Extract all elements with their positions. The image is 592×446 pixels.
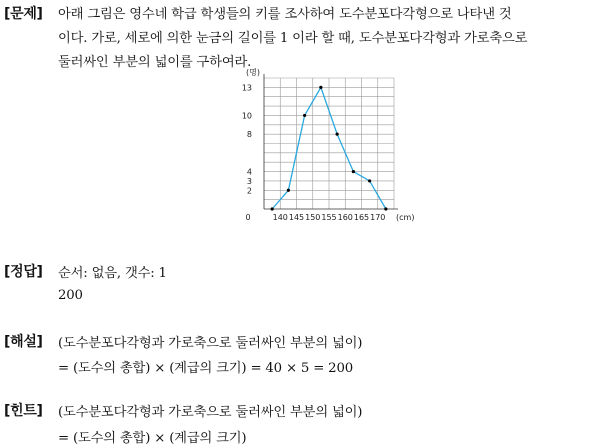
problem-line-3: 둘러싸인 부분의 넓이를 구하여라. bbox=[58, 55, 252, 70]
y-tick-label: 8 bbox=[246, 130, 252, 140]
data-point bbox=[319, 86, 322, 89]
data-point bbox=[336, 133, 339, 136]
origin-label: 0 bbox=[245, 213, 251, 222]
problem-label: [문제] bbox=[4, 6, 43, 22]
x-unit-label: (cm) bbox=[396, 213, 415, 222]
x-tick-label: 140 bbox=[272, 213, 288, 222]
x-tick-label: 150 bbox=[305, 213, 321, 222]
data-point bbox=[271, 207, 274, 210]
data-point bbox=[352, 170, 355, 173]
answer-label: [정답] bbox=[4, 264, 43, 280]
y-tick-label: 10 bbox=[241, 111, 252, 121]
y-tick-label: 2 bbox=[246, 186, 252, 196]
y-tick-label: 4 bbox=[246, 167, 252, 177]
x-tick-label: 155 bbox=[321, 213, 337, 222]
problem-line-1: 아래 그림은 영수네 학급 학생들의 키를 조사하여 도수분포다각형으로 나타낸 것 bbox=[58, 7, 512, 22]
problem-line-2: 이다. 가로, 세로에 의한 눈금의 길이를 1 이라 할 때, 도수분포다각형과 가로축으로 bbox=[58, 31, 528, 46]
x-tick-label: 170 bbox=[370, 213, 386, 222]
frequency-polygon-chart bbox=[238, 66, 418, 228]
hint-line-2: = (도수의 총합) × (계급의 크기) bbox=[58, 431, 247, 446]
y-tick-label: 13 bbox=[241, 83, 252, 93]
y-tick-label: 3 bbox=[246, 176, 252, 186]
explanation-line-1: (도수분포다각형과 가로축으로 둘러싸인 부분의 넓이) bbox=[58, 336, 363, 351]
x-tick-label: 145 bbox=[288, 213, 305, 222]
answer-line-1: 순서: 없음, 갯수: 1 bbox=[58, 266, 167, 281]
explanation-label: [해설] bbox=[4, 334, 43, 350]
data-point bbox=[384, 207, 387, 210]
hint-line-1: (도수분포다각형과 가로축으로 둘러싸인 부분의 넓이) bbox=[58, 405, 363, 420]
hint-label: [힌트] bbox=[4, 403, 43, 419]
x-tick-label: 160 bbox=[337, 213, 353, 222]
y-unit-label: (명) bbox=[246, 68, 260, 77]
data-point bbox=[368, 179, 371, 182]
answer-line-2: 200 bbox=[58, 288, 83, 303]
data-point bbox=[287, 189, 290, 192]
x-tick-label: 165 bbox=[353, 213, 370, 222]
explanation-line-2: = (도수의 총합) × (계급의 크기) = 40 × 5 = 200 bbox=[58, 361, 353, 376]
data-point bbox=[303, 114, 306, 117]
